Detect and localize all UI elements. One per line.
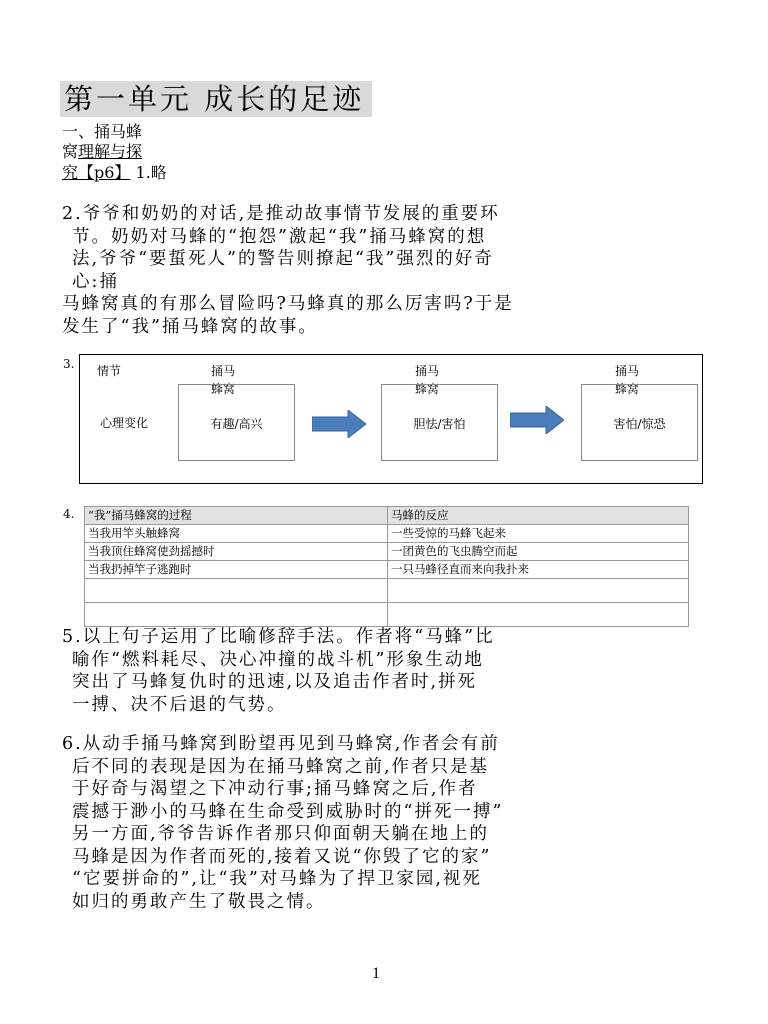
q4-table	[84, 506, 689, 627]
question-5	[62, 626, 722, 716]
table-cell	[388, 603, 689, 627]
q5-line: 一搏、决不后退的气势。	[72, 694, 287, 715]
table-cell: 一只马蜂径直而来向我扑来	[388, 561, 689, 579]
arrow-right-icon	[510, 406, 564, 434]
stage-1-feeling: 有趣/高兴	[210, 417, 263, 431]
table-header-row	[85, 507, 689, 525]
q4-number: 4.	[63, 507, 75, 521]
understand-explore-link[interactable]: 理解与探	[78, 142, 143, 161]
page-ref-link[interactable]: 究【p6】	[62, 163, 131, 182]
q6-line: 震撼于渺小的马蜂在生命受到威胁时的“拼死一搏”	[72, 801, 504, 822]
q2-line: 2.爷爷和奶奶的对话,是推动故事情节发展的重要环	[62, 204, 500, 224]
stage-2-feeling: 胆怯/害怕	[413, 417, 466, 431]
q6-line: 马蜂是因为作者而死的,接着又说“你毁了它的家”	[72, 846, 492, 867]
q2-line: 发生了“我”捅马蜂窝的故事。	[62, 316, 318, 337]
page-title: 第一单元 成长的足迹	[60, 81, 372, 117]
q6-line: 6.从动手捅马蜂窝到盼望再见到马蜂窝,作者会有前	[62, 734, 500, 754]
q3-row-label-feeling: 心理变化	[100, 416, 149, 430]
table-cell: 一些受惊的马蜂飞起来	[388, 525, 689, 543]
table-row	[85, 525, 689, 543]
q5-line: 5.以上句子运用了比喻修辞手法。作者将“马蜂”比	[62, 627, 495, 647]
table-row	[85, 603, 689, 627]
stage-3-plot: 捅马蜂窝	[615, 364, 640, 396]
page-number: 1	[372, 965, 380, 982]
q6-line: 如归的勇敢产生了敬畏之情。	[72, 891, 326, 912]
table-cell: 一团黄色的飞虫腾空而起	[388, 543, 689, 561]
nav-line-1	[62, 141, 142, 163]
table-cell	[85, 579, 388, 603]
q3-row-label-plot: 情节	[97, 364, 122, 378]
table-cell: 当我用竿头触蜂窝	[85, 525, 388, 543]
stage-3-feeling: 害怕/惊恐	[613, 417, 666, 431]
stage-2-plot: 捅马蜂窝	[415, 364, 440, 396]
question-2	[62, 203, 722, 338]
lesson-title: 一、捅马蜂	[62, 122, 143, 141]
nav-line-1-prefix: 窝	[62, 142, 79, 161]
q2-line: 法,爷爷“要蜇死人”的警告则撩起“我”强烈的好奇	[72, 249, 494, 269]
table-header: “我”捅马蜂窝的过程	[85, 507, 388, 525]
answer-1: 1.略	[130, 163, 167, 182]
table-cell: 当我顶住蜂窝使劲摇撼时	[85, 543, 388, 561]
q6-line: 于好奇与渴望之下冲动行事;捅马蜂窝之后,作者	[72, 779, 478, 799]
q3-number: 3.	[63, 357, 75, 371]
table-row	[85, 561, 689, 579]
table-cell: 当我扔掉竿子逃跑时	[85, 561, 388, 579]
q6-line: 另一方面,爷爷告诉作者那只仰面朝天躺在地上的	[72, 824, 490, 844]
nav-line-2	[62, 162, 167, 184]
q5-line: 喻作“燃料耗尽、决心冲撞的战斗机”形象生动地	[72, 649, 484, 670]
table-header: 马蜂的反应	[388, 507, 689, 525]
table-row	[85, 543, 689, 561]
q2-line: 节。奶奶对马蜂的“抱怨”激起“我”捅马蜂窝的想	[72, 226, 487, 247]
arrow-right-icon	[312, 410, 366, 438]
q2-line: 马蜂窝真的有那么冒险吗?马蜂真的那么厉害吗?于是	[62, 294, 514, 314]
question-6	[62, 733, 722, 913]
q6-line: “它要拼命的”,让“我”对马蜂为了捍卫家园,视死	[72, 869, 482, 889]
stage-1-plot: 捅马蜂窝	[211, 364, 236, 396]
q2-line: 心:捅	[72, 271, 119, 292]
q6-line: 后不同的表现是因为在捅马蜂窝之前,作者只是基	[72, 756, 490, 777]
table-cell	[85, 603, 388, 627]
q5-line: 突出了马蜂复仇时的迅速,以及追击作者时,拼死	[72, 672, 478, 692]
table-row	[85, 579, 689, 603]
table-cell	[388, 579, 689, 603]
